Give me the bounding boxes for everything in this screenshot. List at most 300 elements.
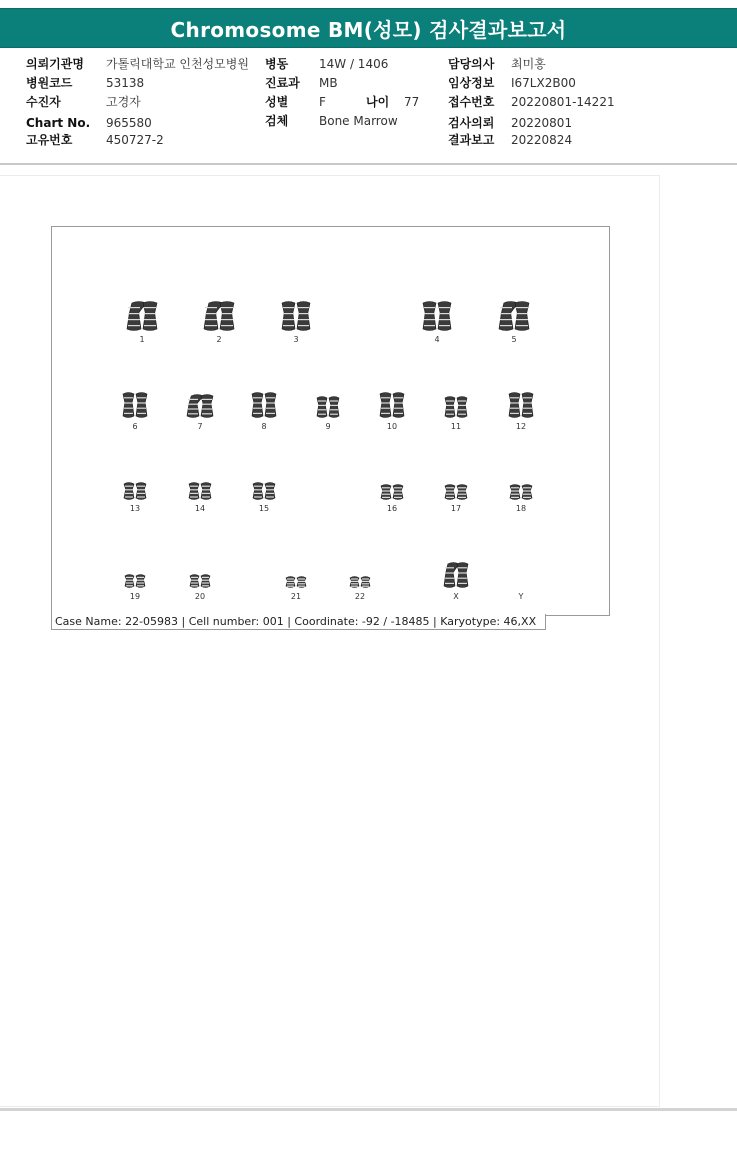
chromosome-band	[188, 408, 198, 409]
chromosome-image	[434, 469, 478, 501]
chromosome-band	[516, 313, 528, 314]
header-divider	[0, 163, 737, 165]
chromosome-band	[191, 582, 198, 583]
chromosome-pair	[107, 557, 163, 601]
chromosome-band	[446, 487, 454, 488]
chromosome-band	[523, 497, 531, 498]
chromosome-band	[205, 307, 217, 308]
info-row-ward	[265, 57, 388, 72]
chromosome-number: 21	[290, 592, 302, 601]
chromosome-band	[254, 496, 262, 497]
chromosome-band	[458, 578, 467, 579]
chromosome-image	[242, 387, 286, 419]
chromosome-number: 9	[325, 422, 331, 431]
chromosome-pair	[332, 557, 388, 601]
chromosome-band	[439, 313, 450, 314]
chromosome-number: 10	[386, 422, 398, 431]
chromosome-band	[124, 408, 133, 409]
chromosome-image	[338, 557, 382, 589]
chromosome-band	[446, 497, 454, 498]
info-row-requesting-institution	[26, 57, 249, 72]
chromosome-band	[446, 414, 454, 415]
chromosome-band	[137, 493, 145, 494]
chromosome-band	[511, 487, 519, 488]
chromosome-band	[330, 409, 338, 410]
clinical-info-value: I67LX2B00	[511, 76, 576, 90]
chromosome-band	[298, 583, 305, 584]
chromosome-band	[439, 319, 450, 320]
chromosome-band	[458, 583, 467, 584]
chromosome-band	[382, 490, 390, 491]
chromosome-pair	[268, 300, 324, 344]
chromosome-pair	[172, 557, 228, 601]
chromosome-band	[362, 586, 369, 587]
chromosome-band	[458, 400, 466, 401]
chromosome-pair	[364, 469, 420, 513]
chromosome-band	[445, 583, 454, 584]
chromosome-band	[523, 408, 532, 409]
chart-no-value: 965580	[106, 116, 152, 130]
chromosome-band	[500, 325, 512, 326]
chromosome-band	[205, 313, 217, 314]
chromosome-number: 4	[434, 335, 440, 344]
chromosome-band	[500, 313, 512, 314]
chromosome-band	[394, 408, 403, 409]
chromosome-band	[523, 494, 531, 495]
chromosome-band	[523, 402, 532, 403]
department-value: MB	[319, 76, 338, 90]
chromosome-band	[381, 397, 390, 398]
chromosome-band	[394, 413, 403, 414]
info-row-result-reported	[448, 133, 572, 148]
chromosome-band	[511, 494, 519, 495]
clinical-info-label: 임상정보	[448, 76, 495, 90]
chromosome-band	[128, 313, 140, 314]
chromosome-band	[446, 409, 454, 410]
info-row-physician	[448, 57, 546, 72]
karyogram-image	[51, 226, 610, 616]
chromosome-band	[202, 486, 210, 487]
chromosome-band	[458, 414, 466, 415]
chromosome-band	[202, 577, 209, 578]
chromosome-image	[178, 469, 222, 501]
chromosome-band	[266, 496, 274, 497]
chromosome-image	[274, 557, 318, 589]
chromosome-band	[287, 581, 294, 582]
chromosome-band	[523, 397, 532, 398]
requesting-institution-label: 의뢰기관명	[26, 57, 84, 71]
chromosome-band	[446, 490, 454, 491]
chromosome-band	[424, 319, 435, 320]
chromosome-band	[128, 319, 140, 320]
chromosome-band	[351, 578, 358, 579]
chromosome-number: 2	[216, 335, 222, 344]
test-requested-value: 20220801	[511, 116, 573, 130]
chromosome-band	[202, 496, 210, 497]
chromosome-band	[221, 313, 233, 314]
chromosome-image	[370, 469, 414, 501]
chromosome-band	[125, 496, 133, 497]
karyogram-caption: Case Name: 22-05983 | Cell number: 001 | Coordinate: -92 / -18485 | Karyotype: 46,XX	[51, 614, 546, 630]
chromosome-number: 13	[129, 504, 141, 513]
chromosome-band	[381, 408, 390, 409]
chromosome-band	[137, 402, 146, 403]
chromosome-band	[439, 307, 450, 308]
chromosome-band	[191, 580, 198, 581]
chromosome-image	[499, 557, 543, 589]
chromosome-band	[144, 313, 156, 314]
chromosome-band	[202, 580, 209, 581]
chromosome-pair	[300, 387, 356, 431]
chromosome-band	[458, 567, 467, 568]
chromosome-band	[298, 581, 305, 582]
chromosome-number: 20	[194, 592, 206, 601]
chromosome-band	[202, 489, 210, 490]
chromosome-pair	[236, 387, 292, 431]
chromosome-band	[458, 572, 467, 573]
chromosome-band	[446, 494, 454, 495]
chromosome-band	[137, 496, 145, 497]
chromosome-number: 17	[450, 504, 462, 513]
patient-value: 고경자	[106, 95, 141, 109]
info-row-unique-id	[26, 133, 164, 148]
chromosome-band	[318, 405, 326, 406]
chromosome-band	[330, 400, 338, 401]
chromosome-image	[499, 387, 543, 419]
sex-label: 성별	[265, 95, 289, 109]
chromosome-band	[394, 487, 402, 488]
chromosome-band	[445, 572, 454, 573]
chromosome-image	[113, 557, 157, 589]
chromosome-band	[511, 497, 519, 498]
info-row-age	[366, 95, 419, 110]
chromosome-band	[381, 402, 390, 403]
chromosome-band	[144, 319, 156, 320]
chromosome-number: 5	[511, 335, 517, 344]
chromosome-band	[351, 586, 358, 587]
chromosome-number: 12	[515, 422, 527, 431]
unique-id-value: 450727-2	[106, 133, 164, 147]
chromosome-pair	[107, 469, 163, 513]
chromosome-band	[202, 413, 212, 414]
chromosome-band	[144, 307, 156, 308]
chromosome-band	[266, 413, 275, 414]
chromosome-band	[137, 585, 144, 586]
chromosome-number: 7	[197, 422, 203, 431]
chromosome-band	[137, 408, 146, 409]
chromosome-pair	[493, 557, 549, 601]
chromosome-band	[445, 567, 454, 568]
chromosome-band	[221, 307, 233, 308]
chromosome-band	[191, 585, 198, 586]
chromosome-band	[202, 399, 212, 400]
chromosome-band	[362, 581, 369, 582]
physician-label: 담당의사	[448, 57, 495, 71]
chromosome-pair	[114, 300, 170, 344]
chromosome-band	[458, 409, 466, 410]
chromosome-band	[137, 582, 144, 583]
unique-id-label: 고유번호	[26, 133, 73, 147]
chromosome-band	[318, 400, 326, 401]
specimen-value: Bone Marrow	[319, 114, 398, 128]
test-requested-label: 검사의뢰	[448, 116, 495, 130]
chromosome-number: 1	[139, 335, 145, 344]
chromosome-band	[298, 578, 305, 579]
chromosome-band	[190, 489, 198, 490]
chromosome-number: 15	[258, 504, 270, 513]
chromosome-band	[439, 325, 450, 326]
chromosome-image	[434, 557, 478, 589]
accession-number-value: 20220801-14221	[511, 95, 615, 109]
chromosome-band	[382, 497, 390, 498]
chromosome-band	[126, 582, 133, 583]
chromosome-band	[394, 494, 402, 495]
chromosome-band	[318, 414, 326, 415]
chromosome-pair	[428, 557, 484, 601]
chromosome-band	[318, 409, 326, 410]
chromosome-band	[446, 405, 454, 406]
chromosome-band	[500, 307, 512, 308]
chromosome-pair	[493, 469, 549, 513]
chromosome-band	[205, 319, 217, 320]
hospital-code-value: 53138	[106, 76, 145, 90]
accession-number-label: 접수번호	[448, 95, 495, 109]
chromosome-image	[499, 469, 543, 501]
info-row-sex	[265, 95, 326, 110]
chromosome-band	[287, 583, 294, 584]
chromosome-band	[298, 319, 309, 320]
chromosome-band	[137, 580, 144, 581]
chromosome-band	[523, 413, 532, 414]
specimen-label: 검체	[265, 114, 289, 128]
age-value: 77	[404, 95, 420, 109]
chromosome-band	[458, 487, 466, 488]
chromosome-image	[370, 387, 414, 419]
chromosome-band	[458, 497, 466, 498]
chromosome-band	[381, 413, 390, 414]
chromosome-band	[330, 405, 338, 406]
chromosome-pair	[172, 387, 228, 431]
chromosome-band	[351, 581, 358, 582]
chromosome-band	[266, 402, 275, 403]
info-row-accession-number	[448, 95, 615, 110]
chromosome-band	[202, 585, 209, 586]
chromosome-image	[178, 387, 222, 419]
chromosome-band	[190, 493, 198, 494]
chromosome-band	[188, 399, 198, 400]
chromosome-band	[362, 583, 369, 584]
chromosome-band	[137, 577, 144, 578]
chromosome-band	[283, 313, 294, 314]
chromosome-band	[266, 408, 275, 409]
chromosome-band	[424, 307, 435, 308]
chromosome-band	[253, 413, 262, 414]
info-row-hospital-code	[26, 76, 144, 91]
chart-no-label: Chart No.	[26, 116, 91, 130]
chromosome-band	[394, 497, 402, 498]
chromosome-band	[137, 397, 146, 398]
chromosome-band	[394, 402, 403, 403]
chromosome-number: 19	[129, 592, 141, 601]
patient-label: 수진자	[26, 95, 61, 109]
chromosome-band	[510, 408, 519, 409]
chromosome-band	[523, 490, 531, 491]
chromosome-band	[287, 586, 294, 587]
chromosome-pair	[493, 387, 549, 431]
physician-value: 최미홍	[511, 57, 546, 71]
chromosome-number: 22	[354, 592, 366, 601]
chromosome-band	[202, 404, 212, 405]
footer-divider	[0, 1108, 737, 1111]
chromosome-band	[202, 493, 210, 494]
chromosome-band	[191, 577, 198, 578]
chromosome-band	[125, 493, 133, 494]
chromosome-band	[124, 397, 133, 398]
chromosome-band	[253, 402, 262, 403]
info-row-clinical-info	[448, 76, 576, 91]
age-label: 나이	[366, 95, 390, 109]
chromosome-band	[137, 486, 145, 487]
result-reported-label: 결과보고	[448, 133, 495, 147]
chromosome-band	[254, 486, 262, 487]
chromosome-band	[298, 307, 309, 308]
chromosome-band	[382, 487, 390, 488]
info-row-specimen	[265, 114, 398, 129]
chromosome-band	[254, 493, 262, 494]
chromosome-number: Y	[518, 592, 524, 601]
chromosome-pair	[236, 469, 292, 513]
chromosome-image	[415, 300, 459, 332]
chromosome-image	[242, 469, 286, 501]
chromosome-image	[306, 387, 350, 419]
chromosome-band	[125, 489, 133, 490]
chromosome-band	[510, 397, 519, 398]
chromosome-pair	[409, 300, 465, 344]
chromosome-band	[283, 319, 294, 320]
chromosome-number: 8	[261, 422, 267, 431]
chromosome-band	[500, 319, 512, 320]
chromosome-band	[124, 413, 133, 414]
ward-value: 14W / 1406	[319, 57, 389, 71]
chromosome-band	[394, 490, 402, 491]
chromosome-pair	[428, 387, 484, 431]
department-label: 진료과	[265, 76, 300, 90]
chromosome-band	[523, 487, 531, 488]
chromosome-band	[128, 307, 140, 308]
report-title: Chromosome BM(성모) 검사결과보고서	[0, 8, 737, 48]
hospital-code-label: 병원코드	[26, 76, 73, 90]
chromosome-band	[446, 400, 454, 401]
chromosome-band	[298, 313, 309, 314]
chromosome-band	[221, 325, 233, 326]
chromosome-image	[434, 387, 478, 419]
chromosome-band	[266, 489, 274, 490]
chromosome-band	[253, 408, 262, 409]
chromosome-band	[137, 413, 146, 414]
chromosome-band	[351, 583, 358, 584]
chromosome-image	[113, 387, 157, 419]
chromosome-band	[516, 325, 528, 326]
chromosome-band	[445, 578, 454, 579]
chromosome-band	[330, 414, 338, 415]
chromosome-number: 6	[132, 422, 138, 431]
info-row-chart-no	[26, 116, 152, 131]
chromosome-band	[126, 580, 133, 581]
ward-label: 병동	[265, 57, 289, 71]
chromosome-band	[287, 578, 294, 579]
chromosome-pair	[486, 300, 542, 344]
chromosome-band	[253, 397, 262, 398]
info-row-department	[265, 76, 338, 91]
chromosome-number: X	[453, 592, 459, 601]
sex-value: F	[319, 95, 326, 109]
chromosome-band	[190, 486, 198, 487]
chromosome-band	[424, 325, 435, 326]
requesting-institution-value: 가톨릭대학교 인천성모병원	[106, 57, 249, 71]
chromosome-band	[202, 582, 209, 583]
chromosome-band	[188, 413, 198, 414]
chromosome-band	[510, 402, 519, 403]
chromosome-band	[254, 489, 262, 490]
chromosome-image	[120, 300, 164, 332]
chromosome-number: 16	[386, 504, 398, 513]
chromosome-image	[274, 300, 318, 332]
chromosome-band	[144, 325, 156, 326]
chromosome-band	[190, 496, 198, 497]
chromosome-band	[205, 325, 217, 326]
chromosome-band	[283, 307, 294, 308]
chromosome-image	[178, 557, 222, 589]
chromosome-band	[266, 493, 274, 494]
result-reported-value: 20220824	[511, 133, 573, 147]
chromosome-band	[128, 325, 140, 326]
chromosome-band	[298, 325, 309, 326]
chromosome-band	[266, 397, 275, 398]
chromosome-band	[221, 319, 233, 320]
chromosome-band	[516, 319, 528, 320]
chromosome-band	[125, 486, 133, 487]
chromosome-band	[124, 402, 133, 403]
chromosome-band	[137, 489, 145, 490]
chromosome-pair	[364, 387, 420, 431]
chromosome-image	[113, 469, 157, 501]
chromosome-number: 14	[194, 504, 206, 513]
chromosome-band	[283, 325, 294, 326]
chromosome-band	[188, 404, 198, 405]
chromosome-band	[126, 585, 133, 586]
chromosome-band	[202, 408, 212, 409]
chromosome-pair	[428, 469, 484, 513]
chromosome-number: 3	[293, 335, 299, 344]
chromosome-pair	[268, 557, 324, 601]
chromosome-pair	[191, 300, 247, 344]
chromosome-pair	[107, 387, 163, 431]
chromosome-band	[516, 307, 528, 308]
chromosome-band	[298, 586, 305, 587]
info-row-patient	[26, 95, 141, 110]
info-row-test-requested	[448, 116, 572, 131]
chromosome-band	[126, 577, 133, 578]
chromosome-number: 18	[515, 504, 527, 513]
chromosome-band	[511, 490, 519, 491]
chromosome-pair	[172, 469, 228, 513]
chromosome-image	[197, 300, 241, 332]
chromosome-band	[458, 490, 466, 491]
chromosome-band	[266, 486, 274, 487]
chromosome-band	[458, 494, 466, 495]
chromosome-number: 11	[450, 422, 462, 431]
chromosome-band	[424, 313, 435, 314]
